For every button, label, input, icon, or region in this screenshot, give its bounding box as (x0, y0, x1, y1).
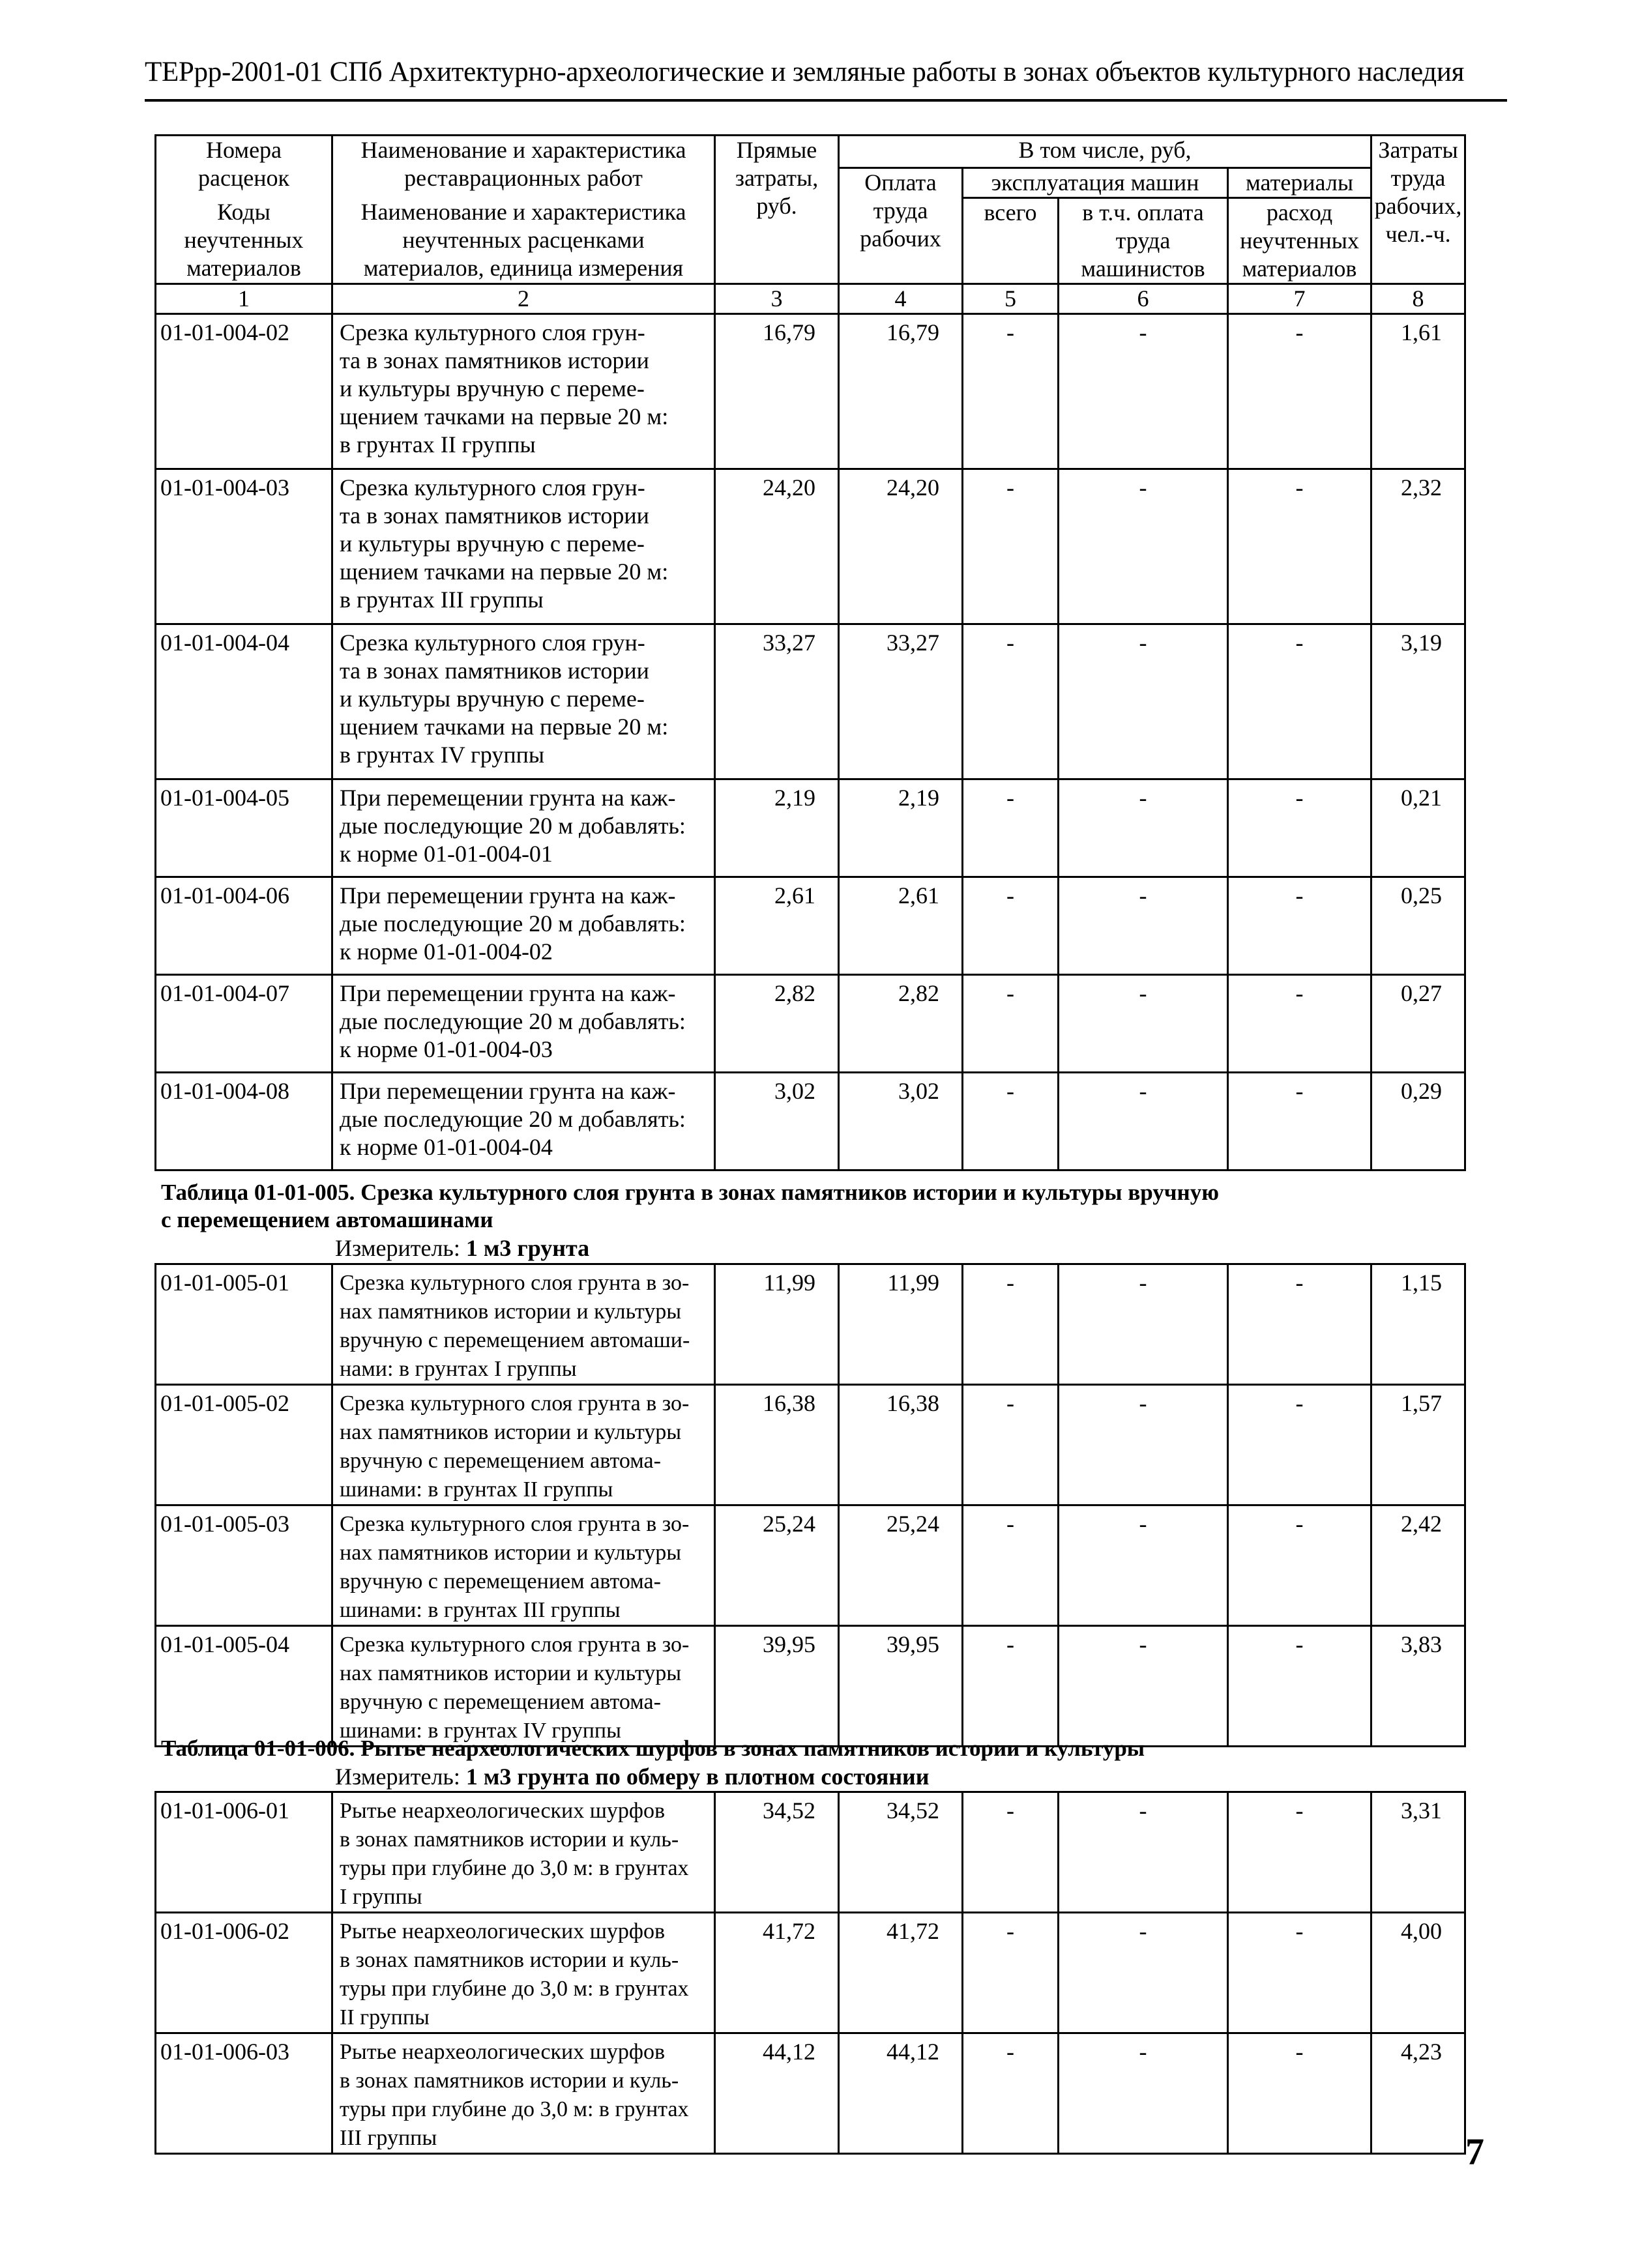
table-row (156, 314, 1465, 469)
machinist-pay-value: - (1059, 469, 1228, 624)
description-line: дые последующие 20 м добавлять: (340, 1106, 686, 1132)
col-header-machine-operation: эксплуатация машин (963, 168, 1228, 198)
worker-pay-value: 2,82 (839, 975, 963, 1073)
col-header-labor-hours: Затраты труда рабочих, чел.-ч. (1371, 136, 1465, 284)
labor-hours-value: 2,42 (1371, 1505, 1465, 1626)
description-line: в зонах памятников истории и куль- (340, 1827, 679, 1852)
machines-total-value: - (963, 469, 1059, 624)
work-description (332, 314, 715, 469)
table-row (156, 1626, 1465, 1747)
col-header-work-name: Наименование и характеристика реставрационных работ (332, 136, 715, 198)
materials-value: - (1228, 1626, 1371, 1747)
work-description (332, 975, 715, 1073)
table-row (156, 975, 1465, 1073)
description-line: шинами: в грунтах IV группы (340, 1719, 621, 1743)
materials-value: - (1228, 1792, 1371, 1913)
materials-value: - (1228, 624, 1371, 779)
direct-costs-value: 44,12 (715, 2033, 839, 2154)
table-row (156, 469, 1465, 624)
machines-total-value: - (963, 2033, 1059, 2154)
description-line: Рытье неархеологических шурфов (340, 2040, 666, 2064)
labor-hours-value: 4,00 (1371, 1913, 1465, 2033)
table-row (156, 779, 1465, 877)
worker-pay-value: 44,12 (839, 2033, 963, 2154)
col-header-direct-costs: Прямые затраты, руб. (715, 136, 839, 284)
labor-hours-value: 0,25 (1371, 877, 1465, 975)
machinist-pay-value: - (1059, 779, 1228, 877)
description-line: При перемещении грунта на каж- (340, 785, 676, 811)
description-line: нах памятников истории и культуры (340, 1420, 682, 1444)
direct-costs-value: 16,79 (715, 314, 839, 469)
direct-costs-value: 24,20 (715, 469, 839, 624)
machinist-pay-value: - (1059, 314, 1228, 469)
labor-hours-value: 3,19 (1371, 624, 1465, 779)
direct-costs-value: 39,95 (715, 1626, 839, 1747)
materials-value: - (1228, 469, 1371, 624)
description-line: и культуры вручную с переме- (340, 686, 645, 712)
machines-total-value: - (963, 1385, 1059, 1505)
materials-value: - (1228, 2033, 1371, 2154)
work-description (332, 877, 715, 975)
work-description (332, 1073, 715, 1170)
materials-value: - (1228, 1505, 1371, 1626)
rate-code: 01-01-006-02 (156, 1913, 332, 2033)
col-header-machines-total: всего (963, 198, 1059, 284)
machines-total-value: - (963, 1792, 1059, 1913)
labor-hours-value: 3,83 (1371, 1626, 1465, 1747)
labor-hours-value: 3,31 (1371, 1792, 1465, 1913)
labor-hours-value: 1,57 (1371, 1385, 1465, 1505)
rates-table-006 (154, 1791, 1466, 2155)
materials-value: - (1228, 779, 1371, 877)
description-line: щением тачками на первые 20 м: (340, 559, 669, 585)
work-description (332, 1626, 715, 1747)
worker-pay-value: 3,02 (839, 1073, 963, 1170)
rate-code: 01-01-004-05 (156, 779, 332, 877)
rate-code: 01-01-004-02 (156, 314, 332, 469)
direct-costs-value: 11,99 (715, 1264, 839, 1385)
machinist-pay-value: - (1059, 1385, 1228, 1505)
machines-total-value: - (963, 1073, 1059, 1170)
machines-total-value: - (963, 1913, 1059, 2033)
machinist-pay-value: - (1059, 2033, 1228, 2154)
direct-costs-value: 3,02 (715, 1073, 839, 1170)
materials-value: - (1228, 877, 1371, 975)
table-row (156, 1073, 1465, 1170)
col-header-machinist-pay: в т.ч. оплата труда машинистов (1059, 198, 1228, 284)
worker-pay-value: 24,20 (839, 469, 963, 624)
col-header-including-group: В том числе, руб, (839, 136, 1371, 168)
col-header-materials: материалы (1228, 168, 1371, 198)
table-row (156, 1264, 1465, 1385)
description-line: Рытье неархеологических шурфов (340, 1799, 666, 1823)
worker-pay-value: 41,72 (839, 1913, 963, 2033)
direct-costs-value: 33,27 (715, 624, 839, 779)
machines-total-value: - (963, 975, 1059, 1073)
rate-code: 01-01-006-03 (156, 2033, 332, 2154)
description-line: нами: в грунтах I группы (340, 1357, 577, 1381)
rate-code: 01-01-006-01 (156, 1792, 332, 1913)
page-header-title: ТЕРрр-2001-01 СПб Архитектурно-археологические и земляные работы в зонах объектов культурного наследия (145, 57, 1465, 87)
description-line: нах памятников истории и культуры (340, 1661, 682, 1685)
description-line: дые последующие 20 м добавлять: (340, 813, 686, 839)
rate-code: 01-01-004-08 (156, 1073, 332, 1170)
description-line: Срезка культурного слоя грунта в зо- (340, 1271, 690, 1295)
table-row (156, 624, 1465, 779)
rate-code: 01-01-005-04 (156, 1626, 332, 1747)
description-line: вручную с перемещением автома- (340, 1690, 661, 1714)
machines-total-value: - (963, 1505, 1059, 1626)
work-description (332, 1264, 715, 1385)
machines-total-value: - (963, 877, 1059, 975)
labor-hours-value: 2,32 (1371, 469, 1465, 624)
direct-costs-value: 2,19 (715, 779, 839, 877)
materials-value: - (1228, 1073, 1371, 1170)
description-line: шинами: в грунтах II группы (340, 1477, 613, 1502)
header-divider (145, 99, 1507, 102)
table-row (156, 1792, 1465, 1913)
description-line: II группы (340, 2005, 430, 2029)
description-line: нах памятников истории и культуры (340, 1541, 682, 1565)
machines-total-value: - (963, 779, 1059, 877)
machinist-pay-value: - (1059, 877, 1228, 975)
rates-table-005 (154, 1263, 1466, 1747)
worker-pay-value: 16,79 (839, 314, 963, 469)
description-line: в грунтах II группы (340, 431, 536, 458)
work-description (332, 779, 715, 877)
description-line: вручную с перемещением автома- (340, 1569, 661, 1593)
machinist-pay-value: - (1059, 1792, 1228, 1913)
rate-code: 01-01-005-02 (156, 1385, 332, 1505)
description-line: туры при глубине до 3,0 м: в грунтах (340, 1977, 689, 2001)
description-line: Срезка культурного слоя грун- (340, 630, 645, 656)
table-006-measure: Измеритель: 1 м3 грунта по обмеру в плотном состоянии (335, 1764, 930, 1790)
rate-code: 01-01-004-06 (156, 877, 332, 975)
direct-costs-value: 41,72 (715, 1913, 839, 2033)
description-line: щением тачками на первые 20 м: (340, 403, 669, 429)
materials-value: - (1228, 1264, 1371, 1385)
description-line: к норме 01-01-004-04 (340, 1134, 553, 1160)
table-005-measure: Измеритель: 1 м3 грунта (335, 1235, 590, 1261)
machinist-pay-value: - (1059, 1626, 1228, 1747)
machinist-pay-value: - (1059, 975, 1228, 1073)
materials-value: - (1228, 1385, 1371, 1505)
description-line: дые последующие 20 м добавлять: (340, 1008, 686, 1034)
rate-code: 01-01-004-03 (156, 469, 332, 624)
machinist-pay-value: - (1059, 1073, 1228, 1170)
description-line: Срезка культурного слоя грунта в зо- (340, 1512, 690, 1536)
work-description (332, 624, 715, 779)
description-line: в грунтах III группы (340, 587, 544, 613)
machines-total-value: - (963, 1264, 1059, 1385)
direct-costs-value: 2,82 (715, 975, 839, 1073)
page-number: 7 (1465, 2130, 1484, 2173)
description-line: в зонах памятников истории и куль- (340, 2069, 679, 2093)
table-005-caption: Таблица 01-01-005. Срезка культурного слоя грунта в зонах памятников истории и культуры вручную (161, 1180, 1219, 1205)
table-006-caption: Таблица 01-01-006. Рытье неархеологических шурфов в зонах памятников истории и культуры (161, 1736, 1145, 1761)
description-line: к норме 01-01-004-01 (340, 841, 553, 867)
description-line: в зонах памятников истории и куль- (340, 1948, 679, 1972)
col-header-material-codes: Коды неучтенных материалов (156, 198, 332, 284)
work-description (332, 469, 715, 624)
description-line: и культуры вручную с переме- (340, 531, 645, 557)
description-line: Срезка культурного слоя грунта в зо- (340, 1633, 690, 1657)
rate-code: 01-01-004-07 (156, 975, 332, 1073)
machinist-pay-value: - (1059, 1913, 1228, 2033)
description-line: При перемещении грунта на каж- (340, 1078, 676, 1104)
machinist-pay-value: - (1059, 1264, 1228, 1385)
table-row (156, 877, 1465, 975)
machinist-pay-value: - (1059, 624, 1228, 779)
description-line: III группы (340, 2126, 437, 2150)
rates-table-004 (154, 134, 1466, 1171)
labor-hours-value: 0,27 (1371, 975, 1465, 1073)
direct-costs-value: 2,61 (715, 877, 839, 975)
col-header-rate-numbers: Номера расценок (156, 136, 332, 198)
description-line: I группы (340, 1885, 422, 1909)
description-line: к норме 01-01-004-02 (340, 938, 553, 965)
worker-pay-value: 33,27 (839, 624, 963, 779)
machines-total-value: - (963, 1626, 1059, 1747)
direct-costs-value: 34,52 (715, 1792, 839, 1913)
worker-pay-value: 2,19 (839, 779, 963, 877)
worker-pay-value: 34,52 (839, 1792, 963, 1913)
description-line: Срезка культурного слоя грунта в зо- (340, 1391, 690, 1416)
table-005-caption-cont: с перемещением автомашинами (161, 1207, 493, 1232)
description-line: в грунтах IV группы (340, 742, 545, 768)
direct-costs-value: 16,38 (715, 1385, 839, 1505)
direct-costs-value: 25,24 (715, 1505, 839, 1626)
col-header-worker-pay: Оплата труда рабочих (839, 168, 963, 284)
description-line: та в зонах памятников истории (340, 658, 649, 684)
rate-code: 01-01-005-03 (156, 1505, 332, 1626)
labor-hours-value: 0,29 (1371, 1073, 1465, 1170)
col-header-unaccounted-materials: расход неучтенных материалов (1228, 198, 1371, 284)
labor-hours-value: 4,23 (1371, 2033, 1465, 2154)
description-line: При перемещении грунта на каж- (340, 980, 676, 1006)
labor-hours-value: 1,15 (1371, 1264, 1465, 1385)
work-description (332, 1913, 715, 2033)
work-description (332, 1792, 715, 1913)
description-line: Срезка культурного слоя грун- (340, 319, 645, 345)
work-description (332, 1385, 715, 1505)
description-line: нах памятников истории и культуры (340, 1300, 682, 1324)
machines-total-value: - (963, 624, 1059, 779)
description-line: дые последующие 20 м добавлять: (340, 910, 686, 937)
description-line: щением тачками на первые 20 м: (340, 714, 669, 740)
table-row (156, 2033, 1465, 2154)
description-line: Срезка культурного слоя грун- (340, 474, 645, 501)
work-description (332, 1505, 715, 1626)
machines-total-value: - (963, 314, 1059, 469)
description-line: и культуры вручную с переме- (340, 375, 645, 401)
description-line: Рытье неархеологических шурфов (340, 1919, 666, 1943)
rate-code: 01-01-005-01 (156, 1264, 332, 1385)
table-row (156, 1385, 1465, 1505)
materials-value: - (1228, 1913, 1371, 2033)
description-line: вручную с перемещением автома- (340, 1449, 661, 1473)
table-row (156, 1913, 1465, 2033)
machinist-pay-value: - (1059, 1505, 1228, 1626)
description-line: При перемещении грунта на каж- (340, 882, 676, 909)
description-line: к норме 01-01-004-03 (340, 1036, 553, 1062)
labor-hours-value: 1,61 (1371, 314, 1465, 469)
worker-pay-value: 16,38 (839, 1385, 963, 1505)
worker-pay-value: 39,95 (839, 1626, 963, 1747)
materials-value: - (1228, 314, 1371, 469)
materials-value: - (1228, 975, 1371, 1073)
description-line: туры при глубине до 3,0 м: в грунтах (340, 2097, 689, 2121)
worker-pay-value: 11,99 (839, 1264, 963, 1385)
description-line: туры при глубине до 3,0 м: в грунтах (340, 1856, 689, 1880)
description-line: шинами: в грунтах III группы (340, 1598, 621, 1622)
worker-pay-value: 25,24 (839, 1505, 963, 1626)
labor-hours-value: 0,21 (1371, 779, 1465, 877)
description-line: та в зонах памятников истории (340, 502, 649, 529)
table-row (156, 1505, 1465, 1626)
col-header-material-names: Наименование и характеристика неучтенных расценками материалов, единица измерения (332, 198, 715, 284)
description-line: вручную с перемещением автомаши- (340, 1328, 690, 1352)
worker-pay-value: 2,61 (839, 877, 963, 975)
work-description (332, 2033, 715, 2154)
column-numbers-row: 1 2 3 4 5 6 7 8 (156, 284, 1465, 314)
rate-code: 01-01-004-04 (156, 624, 332, 779)
description-line: та в зонах памятников истории (340, 347, 649, 373)
